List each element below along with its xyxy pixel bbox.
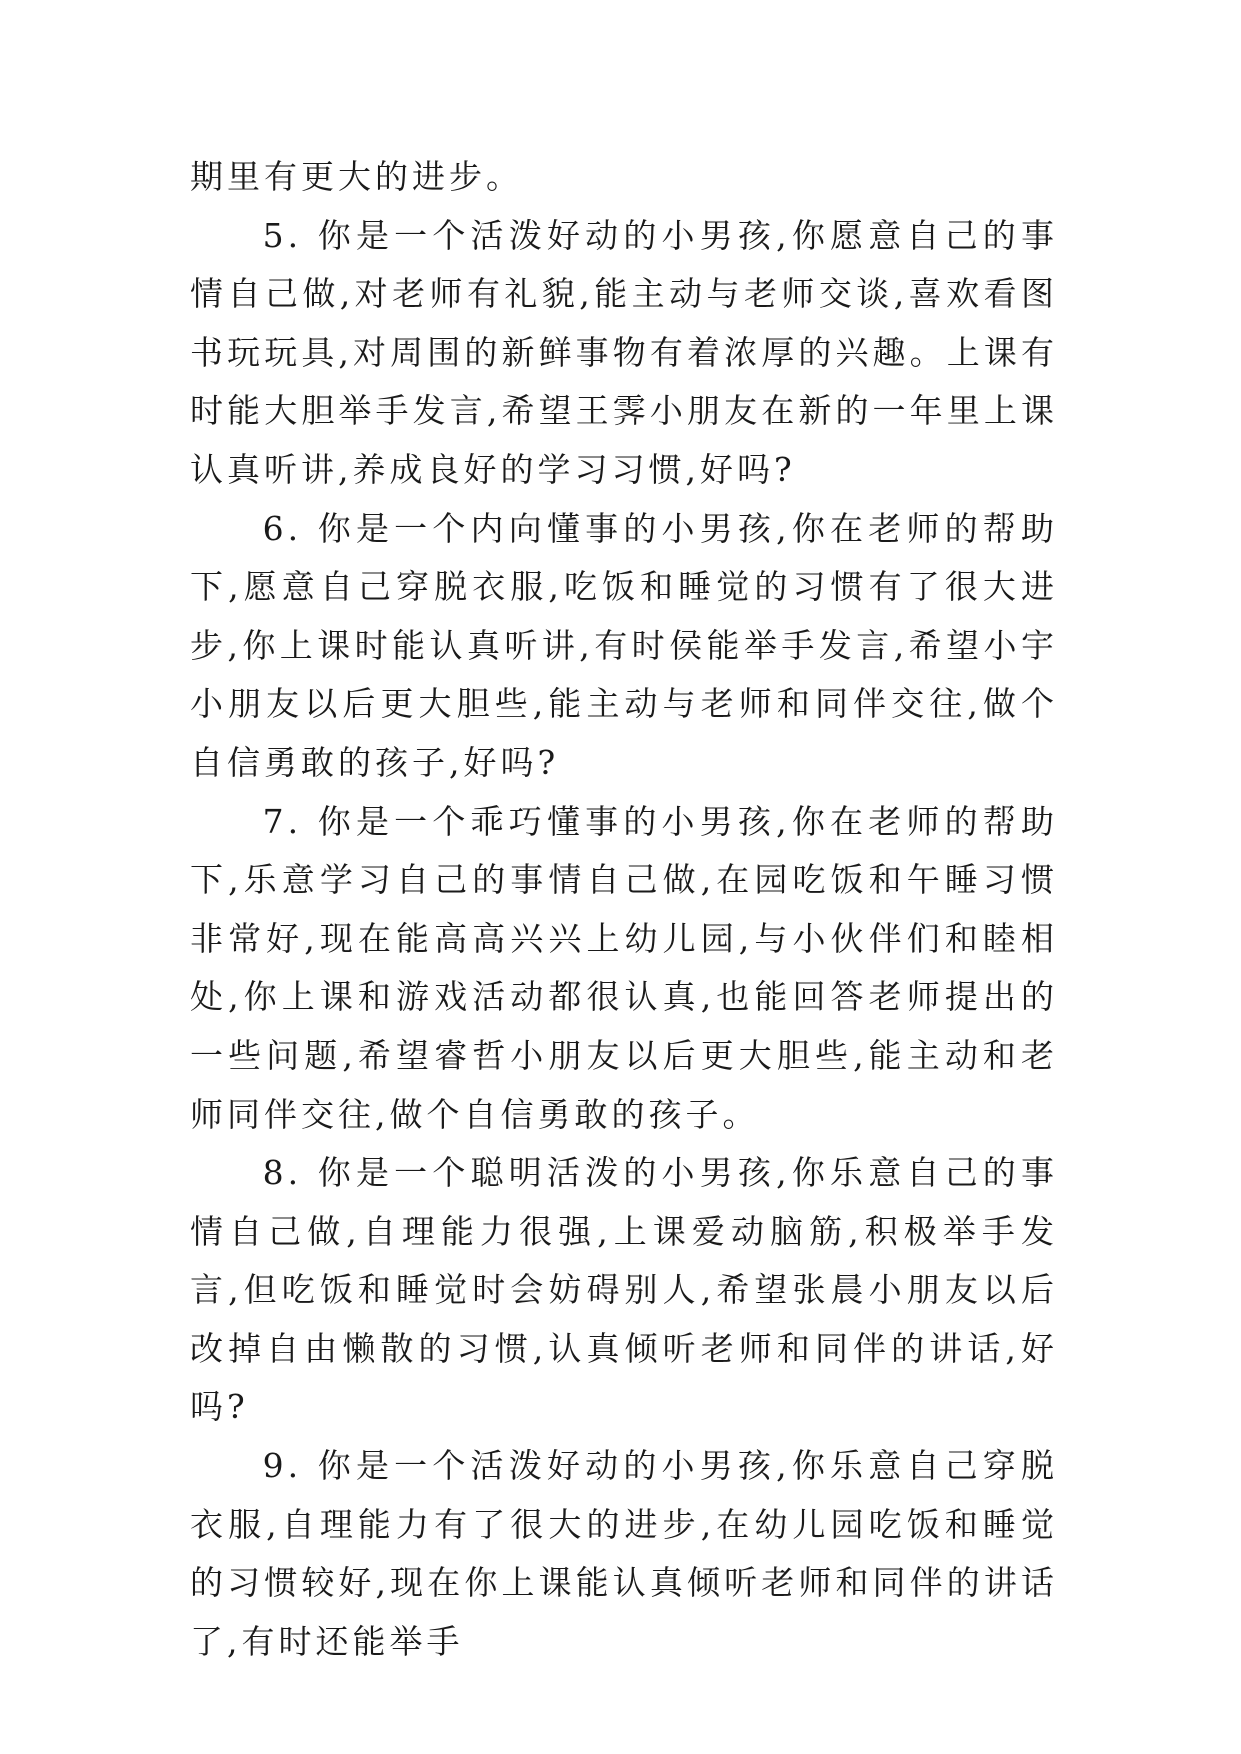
paragraph-item-7: 7. 你是一个乖巧懂事的小男孩,你在老师的帮助下,乐意学习自己的事情自己做,在园吃饭和午睡习惯非常好,现在能高高兴兴上幼儿园,与小伙伴们和睦相处,你上课和游戏活动都很认真,也能回答老师提出的一些问题,希望睿哲小朋友以后更大胆些,能主动和老师同伴交往,做个自信勇敢的孩子。 xyxy=(190,801,1058,1134)
paragraph-continuation: 期里有更大的进步。 xyxy=(190,157,523,196)
paragraph-item-9: 9. 你是一个活泼好动的小男孩,你乐意自己穿脱衣服,自理能力有了很大的进步,在幼儿园吃饭和睡觉的习惯较好,现在你上课能认真倾听老师和同伴的讲话了,有时还能举手 xyxy=(190,1446,1058,1661)
paragraph-item-5: 5. 你是一个活泼好动的小男孩,你愿意自己的事情自己做,对老师有礼貌,能主动与老师交谈,喜欢看图书玩玩具,对周围的新鲜事物有着浓厚的兴趣。上课有时能大胆举手发言,希望王霁小朋友在新的一年里上课认真听讲,养成良好的学习习惯,好吗? xyxy=(190,215,1058,489)
paragraph-item-8: 8. 你是一个聪明活泼的小男孩,你乐意自己的事情自己做,自理能力很强,上课爱动脑筋,积极举手发言,但吃饭和睡觉时会妨碍别人,希望张晨小朋友以后改掉自由懒散的习惯,认真倾听老师和同伴的讲话,好吗? xyxy=(190,1153,1058,1427)
document-body xyxy=(190,148,1058,1671)
paragraph-item-6: 6. 你是一个内向懂事的小男孩,你在老师的帮助下,愿意自己穿脱衣服,吃饭和睡觉的习惯有了很大进步,你上课时能认真听讲,有时侯能举手发言,希望小宇小朋友以后更大胆些,能主动与老师和同伴交往,做个自信勇敢的孩子,好吗? xyxy=(190,508,1058,782)
